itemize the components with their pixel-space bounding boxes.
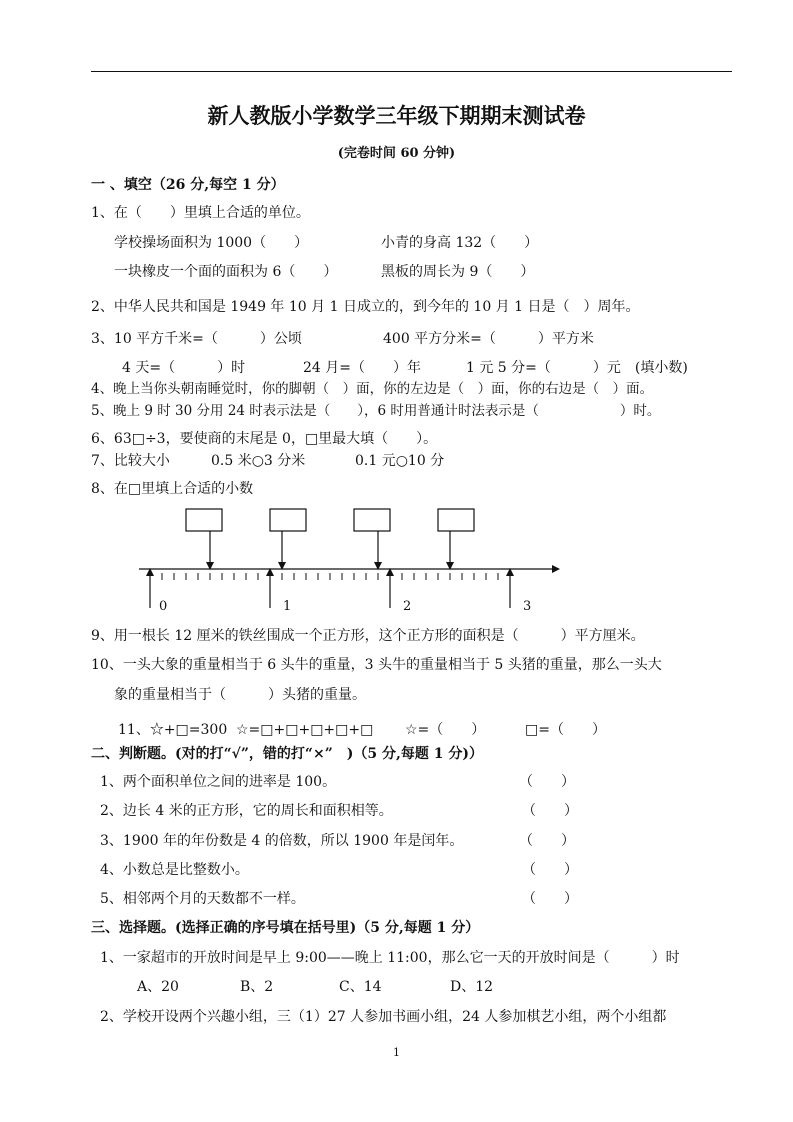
- q8-stem: 8、在□里填上合适的小数: [91, 481, 254, 497]
- q1-b: 小青的身高 132（ ）: [381, 235, 539, 251]
- judge-item-4: 4、小数总是比整数小。: [100, 862, 249, 878]
- q7-stem: 7、比较大小: [91, 453, 170, 469]
- judge-blank-1: （ ）: [519, 774, 575, 790]
- axis-label-3: 3: [523, 599, 532, 614]
- q11-a: 11、☆+□=300: [118, 722, 228, 738]
- q4: 4、晚上当你头朝南睡觉时，你的脚朝（ ）面，你的左边是（ ）面，你的右边是（ ）面。: [91, 381, 654, 397]
- answer-box-3: [354, 509, 390, 531]
- section3-heading: 三、选择题。(选择正确的序号填在括号里)（5 分,每题 1 分）: [91, 920, 480, 936]
- choice-q1-option-a: A、20: [137, 979, 179, 995]
- page-title: 新人教版小学数学三年级下期期末测试卷: [207, 103, 586, 128]
- q11-c: ☆=（ ）: [405, 722, 486, 738]
- q3-d: 24 月=（ ）年: [303, 360, 421, 376]
- q6: 6、63□÷3，要使商的末尾是 0，□里最大填（ ）。: [91, 431, 438, 447]
- q1-stem: 1、在（ ）里填上合适的单位。: [91, 205, 310, 221]
- judge-item-1: 1、两个面积单位之间的进率是 100。: [100, 774, 337, 790]
- q11-d: □=（ ）: [525, 722, 606, 738]
- judge-blank-5: （ ）: [522, 891, 578, 907]
- q1-a: 学校操场面积为 1000（ ）: [114, 235, 309, 251]
- page-number: 1: [393, 1046, 400, 1059]
- q10-line2: 象的重量相当于（ ）头猪的重量。: [114, 687, 366, 703]
- q3-c: 4 天=（ ）时: [122, 360, 246, 376]
- judge-blank-3: （ ）: [519, 833, 575, 849]
- q3-b: 400 平方分米=（ ）平方米: [383, 331, 594, 347]
- choice-q1-option-c: C、14: [339, 979, 382, 995]
- page-subtitle: (完卷时间 60 分钟): [337, 146, 456, 161]
- judge-blank-2: （ ）: [522, 803, 578, 819]
- q1-c: 一块橡皮一个面的面积为 6（ ）: [114, 264, 338, 280]
- q7-b: 0.1 元○10 分: [355, 453, 445, 469]
- q7-a: 0.5 米○3 分米: [211, 453, 306, 469]
- judge-item-2: 2、边长 4 米的正方形，它的周长和面积相等。: [100, 803, 393, 819]
- q2: 2、中华人民共和国是 1949 年 10 月 1 日成立的，到今年的 10 月 1 日是（ ）周年。: [91, 299, 640, 315]
- section2-heading: 二、判断题。(对的打“√”，错的打“×” )（5 分,每题 1 分)）: [91, 746, 483, 762]
- judge-item-3: 3、1900 年的年份数是 4 的倍数，所以 1900 年是闰年。: [100, 833, 464, 849]
- axis-label-2: 2: [403, 599, 412, 614]
- axis-label-1: 1: [283, 599, 292, 614]
- choice-q2-stem: 2、学校开设两个兴趣小组，三（1）27 人参加书画小组，24 人参加棋艺小组，两个小组都: [100, 1009, 667, 1025]
- q11-b: ☆=□+□+□+□+□: [236, 722, 374, 738]
- choice-q1-stem: 1、一家超市的开放时间是早上 9:00——晚上 11:00，那么它一天的开放时间是（ ）时: [100, 950, 680, 966]
- section1-heading: 一 、填空（26 分,每空 1 分）: [91, 177, 285, 193]
- q3-a: 3、10 平方千米=（ ）公顷: [91, 331, 302, 347]
- choice-q1-option-d: D、12: [450, 979, 494, 995]
- q3-e: 1 元 5 分=（ ）元 (填小数): [466, 360, 688, 376]
- q5: 5、晚上 9 时 30 分用 24 时表示法是（ ），6 时用普通计时法表示是（ ）时。: [91, 403, 661, 419]
- choice-q1-option-b: B、2: [240, 979, 274, 995]
- answer-box-4: [438, 509, 474, 531]
- q9: 9、用一根长 12 厘米的铁丝围成一个正方形，这个正方形的面积是（ ）平方厘米。: [91, 628, 645, 644]
- judge-item-5: 5、相邻两个月的天数都不一样。: [100, 891, 305, 907]
- q10-line1: 10、一头大象的重量相当于 6 头牛的重量，3 头牛的重量相当于 5 头猪的重量，那么一头大: [91, 657, 662, 673]
- axis-label-0: 0: [159, 599, 168, 614]
- q1-d: 黑板的周长为 9（ ）: [381, 264, 535, 280]
- answer-box-1: [186, 509, 222, 531]
- judge-blank-4: （ ）: [522, 862, 578, 878]
- answer-box-2: [270, 509, 306, 531]
